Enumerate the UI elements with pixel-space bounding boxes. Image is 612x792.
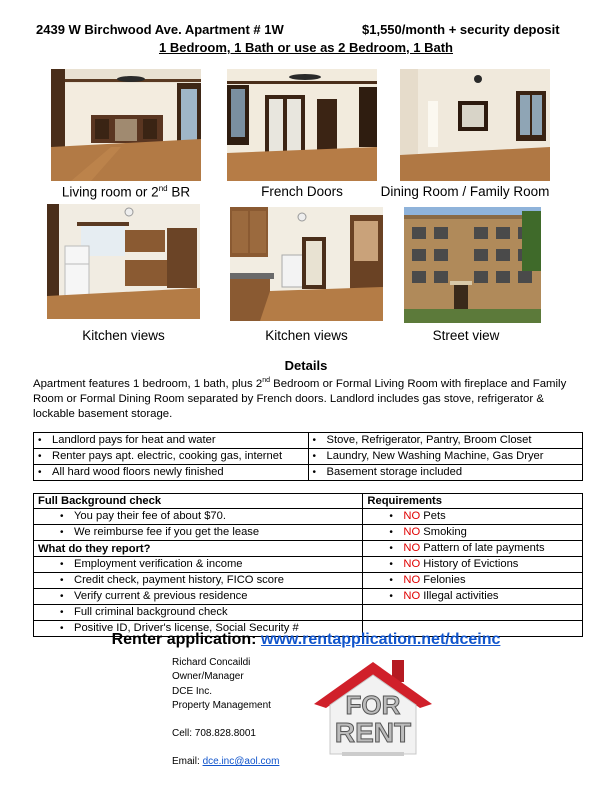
contact-block bbox=[172, 656, 279, 770]
requirements-heading: Requirements bbox=[363, 494, 583, 509]
contact-name: Richard Concaildi bbox=[172, 657, 251, 668]
feature-cell: • Renter pays apt. electric, cooking gas, internet bbox=[34, 449, 309, 465]
requirement-item: • NO Felonies bbox=[363, 573, 583, 589]
contact-email-line: Email: dce.inc@aol.com bbox=[172, 756, 280, 768]
photo-dining-room bbox=[400, 69, 550, 181]
table-row bbox=[34, 589, 583, 605]
caption-street-view: Street view bbox=[432, 328, 500, 343]
requirement-item: • NO History of Evictions bbox=[363, 557, 583, 573]
empty-cell bbox=[363, 605, 583, 621]
unit-subtitle: 1 Bedroom, 1 Bath or use as 2 Bedroom, 1 Bath bbox=[158, 40, 454, 55]
table-row bbox=[34, 525, 583, 541]
email-link[interactable]: dce.inc@aol.com bbox=[202, 756, 280, 768]
table-row bbox=[34, 494, 583, 509]
requirement-item: • NO Pattern of late payments bbox=[363, 541, 583, 557]
contact-company: DCE Inc. bbox=[172, 685, 213, 697]
feature-cell: • All hard wood floors newly finished bbox=[34, 465, 309, 481]
background-item: • You pay their fee of about $70. bbox=[34, 509, 363, 525]
application-link[interactable]: www.rentapplication.net/dceinc bbox=[260, 631, 501, 648]
application-label: Renter application: bbox=[111, 631, 261, 648]
photo-kitchen-2 bbox=[230, 207, 383, 321]
details-paragraph: Apartment features 1 bedroom, 1 bath, plus 2nd Bedroom or Formal Living Room with fireplace and Family Room or Formal Dining Room separated by French doors. Landlord includes gas stove, refrigerator & lockable basement storage. bbox=[33, 377, 567, 420]
caption-living-room: Living room or 2nd BR bbox=[61, 184, 191, 200]
background-heading: Full Background check bbox=[34, 494, 363, 509]
background-item: • We reimburse fee if you get the lease bbox=[34, 525, 363, 541]
features-table bbox=[33, 432, 583, 481]
caption-dining-room: Dining Room / Family Room bbox=[380, 184, 550, 199]
photo-kitchen-1 bbox=[47, 204, 200, 319]
details-heading: Details bbox=[284, 358, 328, 373]
table-row bbox=[34, 573, 583, 589]
renter-application bbox=[0, 631, 612, 649]
caption-kitchen-1: Kitchen views bbox=[82, 328, 165, 343]
table-row bbox=[34, 509, 583, 525]
for-rent-sign bbox=[312, 658, 434, 756]
requirement-item: • NO Smoking bbox=[363, 525, 583, 541]
feature-cell: • Laundry, New Washing Machine, Gas Dryer bbox=[308, 449, 583, 465]
photo-french-doors bbox=[227, 69, 377, 181]
contact-title: Owner/Manager bbox=[172, 671, 244, 683]
report-heading: What do they report? bbox=[34, 541, 363, 557]
price: $1,550/month + security deposit bbox=[362, 22, 560, 37]
feature-cell: • Basement storage included bbox=[308, 465, 583, 481]
table-row bbox=[34, 605, 583, 621]
caption-kitchen-2: Kitchen views bbox=[265, 328, 348, 343]
sign-for-text: FOR bbox=[345, 690, 401, 720]
table-row bbox=[34, 465, 583, 481]
address: 2439 W Birchwood Ave. Apartment # 1W bbox=[36, 22, 284, 37]
sign-rent-text: RENT bbox=[334, 717, 412, 748]
report-item: • Positive ID, Driver's license, Social Security # bbox=[34, 621, 363, 637]
feature-cell: • Stove, Refrigerator, Pantry, Broom Closet bbox=[308, 433, 583, 449]
requirement-item: • NO Pets bbox=[363, 509, 583, 525]
background-requirements-table bbox=[33, 493, 583, 637]
requirement-item: • NO Illegal activities bbox=[363, 589, 583, 605]
report-item: • Verify current & previous residence bbox=[34, 589, 363, 605]
photo-street-view bbox=[404, 207, 541, 323]
table-row bbox=[34, 557, 583, 573]
report-item: • Credit check, payment history, FICO score bbox=[34, 573, 363, 589]
table-row bbox=[34, 449, 583, 465]
contact-cell: Cell: 708.828.8001 bbox=[172, 728, 256, 740]
caption-french-doors: French Doors bbox=[261, 184, 343, 199]
table-row bbox=[34, 433, 583, 449]
table-row bbox=[34, 541, 583, 557]
feature-cell: • Landlord pays for heat and water bbox=[34, 433, 309, 449]
report-item: • Employment verification & income bbox=[34, 557, 363, 573]
contact-dept: Property Management bbox=[172, 699, 271, 711]
report-item: • Full criminal background check bbox=[34, 605, 363, 621]
photo-living-room bbox=[51, 69, 201, 181]
